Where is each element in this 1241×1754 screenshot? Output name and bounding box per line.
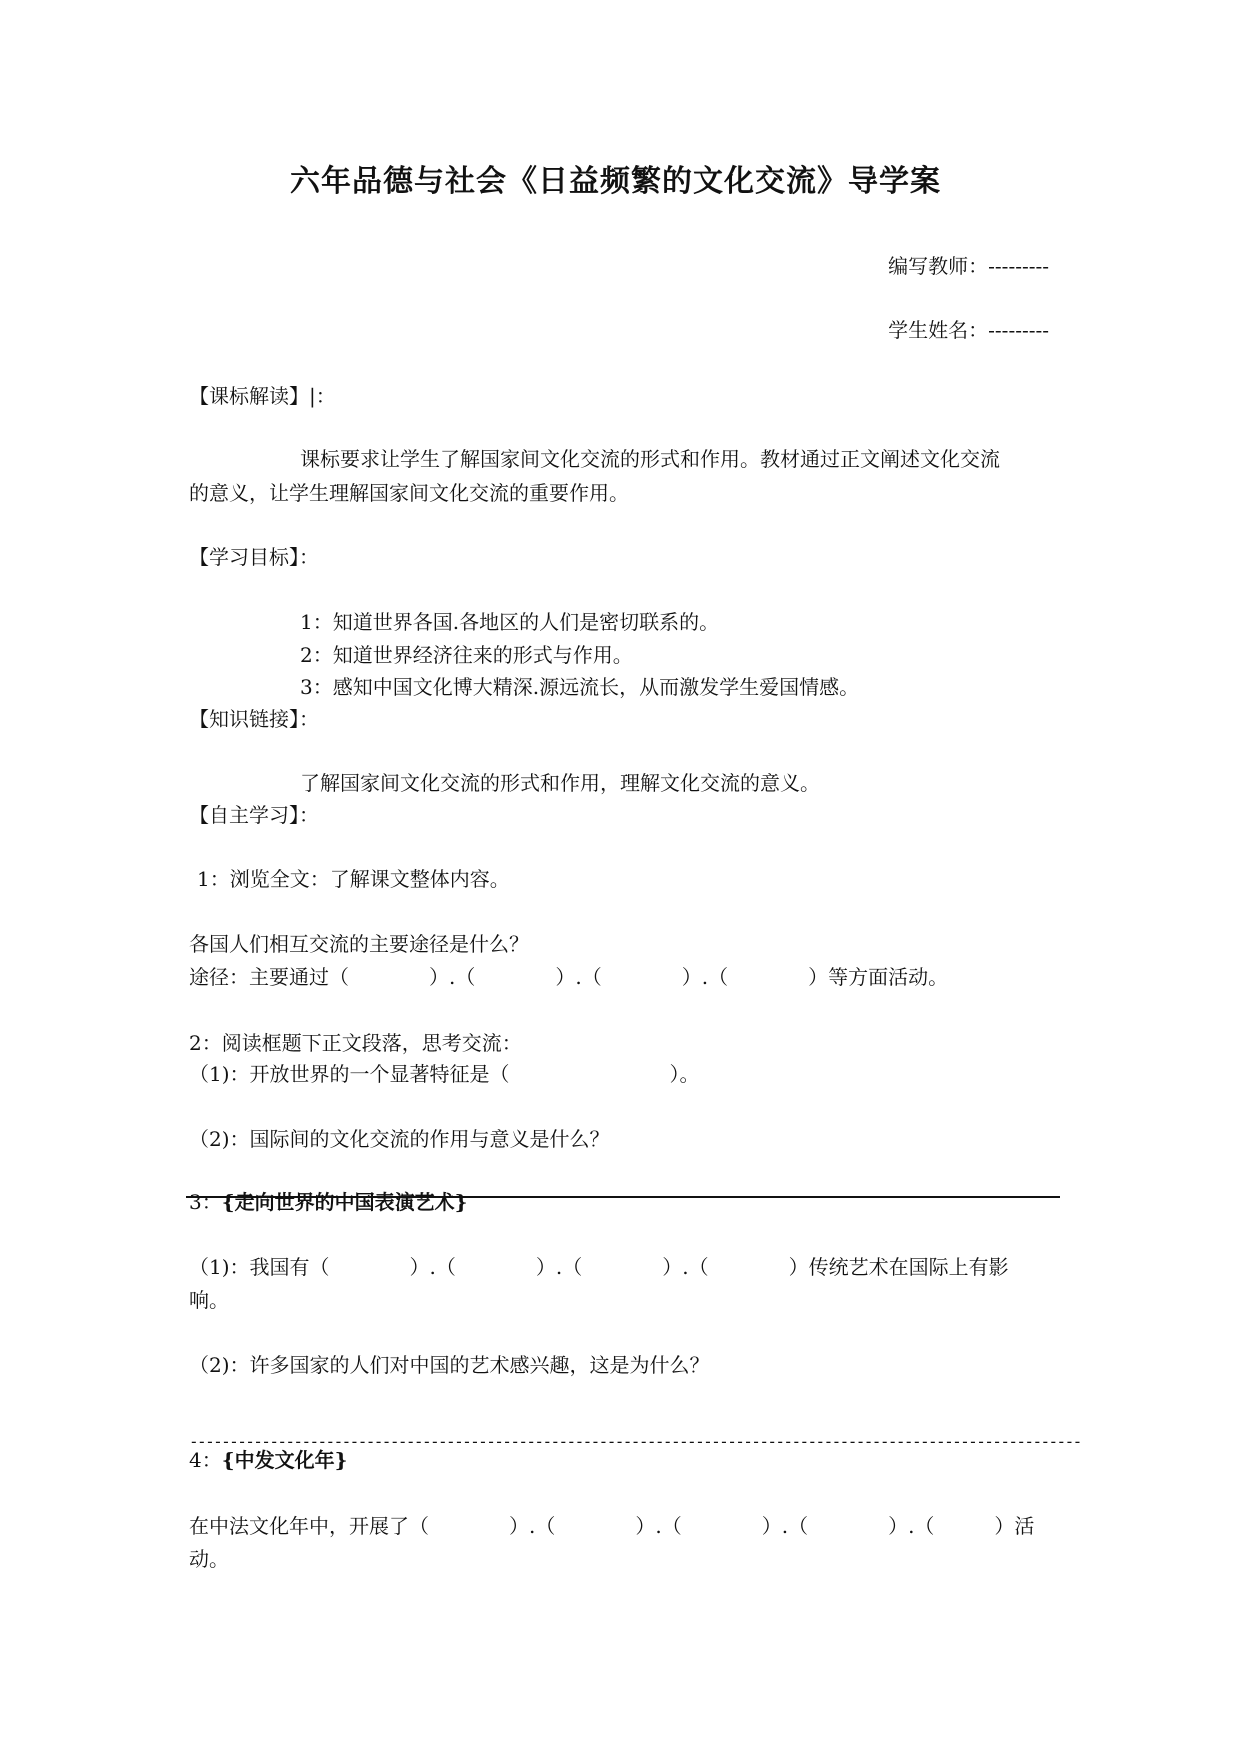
kebiao-text-line-1: 课标要求让学生了解国家间文化交流的形式和作用。教材通过正文阐述文化交流 [300,447,1000,471]
lianjie-text: 了解国家间文化交流的形式和作用，理解文化交流的意义。 [300,771,820,795]
student-field: 学生姓名：--------- [888,318,1049,342]
question-3-b: （2)：许多国家的人们对中国的艺术感兴趣，这是为什么？ [189,1353,710,1377]
mubiao-item-1: 1：知道世界各国.各地区的人们是密切联系的。 [300,610,720,634]
kebiao-heading: 【课标解读】|： [189,384,336,408]
question-3-heading [189,1190,467,1214]
mubiao-item-2: 2：知道世界经济往来的形式与作用。 [300,643,633,667]
lianjie-heading: 【知识链接】： [189,707,319,731]
question-1-b: 途径：主要通过（ ）.（ ）.（ ）.（ ）等方面活动。 [189,965,949,989]
question-4-a-line-2: 动。 [189,1547,229,1571]
question-1: 1：浏览全文：了解课文整体内容。 [197,867,510,891]
mubiao-heading: 【学习目标】： [189,545,319,569]
question-3-a-line-2: 响。 [189,1288,229,1312]
question-4-a-line-1: 在中法文化年中，开展了（ ）.（ ）.（ ）.（ ）.（ ）活 [189,1514,1035,1538]
question-3-number: 3： [189,1190,222,1214]
question-4-number: 4： [189,1448,222,1472]
page-title: 六年品德与社会《日益频繁的文化交流》导学案 [290,164,941,199]
teacher-field: 编写教师：--------- [888,254,1049,278]
question-4-heading [189,1448,347,1472]
question-2-b: （2)：国际间的文化交流的作用与意义是什么？ [189,1127,610,1151]
question-2: 2：阅读框题下正文段落，思考交流： [189,1031,522,1055]
question-4-title: {中发文化年} [221,1448,348,1472]
question-3-a-line-1: （1)：我国有（ ）.（ ）.（ ）.（ ）传统艺术在国际上有影 [189,1255,1009,1279]
question-3-title: {走向世界的中国表演艺术} [221,1190,468,1214]
question-2-a: （1)：开放世界的一个显著特征是（ ）。 [189,1062,700,1086]
kebiao-text-line-2: 的意义，让学生理解国家间文化交流的重要作用。 [189,481,629,505]
mubiao-item-3: 3：感知中国文化博大精深.源远流长，从而激发学生爱国情感。 [300,675,860,699]
zizhu-heading: 【自主学习】： [189,803,319,827]
dashed-divider: --------------------------------------------------------------------------------------------------------------- [189,1432,1081,1451]
question-1-a: 各国人们相互交流的主要途径是什么？ [189,932,529,956]
